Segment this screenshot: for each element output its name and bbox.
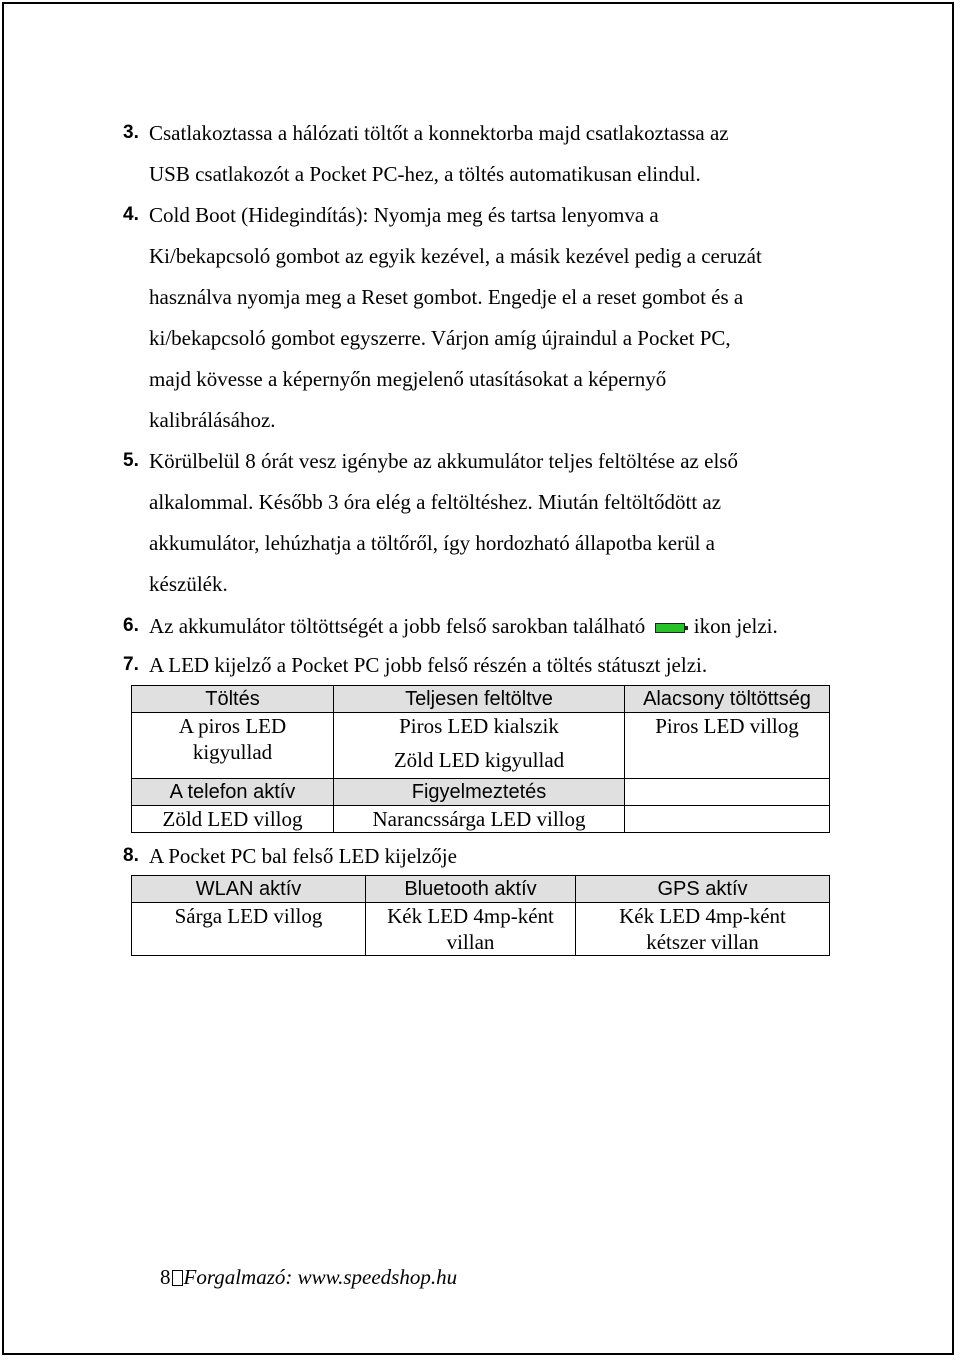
text-line: készülék.	[149, 572, 228, 596]
text-line: használva nyomja meg a Reset gombot. Engedje el a reset gombot és a	[149, 285, 744, 309]
table-header: WLAN aktív	[132, 876, 366, 903]
text-line: majd kövesse a képernyőn megjelenő utasításokat a képernyő	[149, 367, 667, 391]
footer-text: Forgalmazó: www.speedshop.hu	[183, 1265, 458, 1289]
table-cell: A piros LED kigyullad	[132, 713, 334, 779]
text-line: alkalommal. Később 3 óra elég a feltöltéshez. Miután feltöltődött az	[149, 490, 722, 514]
table-header: Figyelmeztetés	[334, 779, 625, 806]
item-number: 6.	[123, 615, 139, 636]
text-line: A Pocket PC bal felső LED kijelzője	[149, 844, 457, 868]
item-number: 5.	[123, 450, 139, 471]
table-header: Alacsony töltöttség	[625, 686, 830, 713]
page-footer	[160, 1265, 457, 1289]
text-line: USB csatlakozót a Pocket PC-hez, a töltés automatikusan elindul.	[149, 162, 701, 186]
led-status-table	[131, 685, 830, 833]
table-cell: Sárga LED villog	[132, 903, 366, 956]
text-after-icon: ikon jelzi.	[693, 614, 778, 638]
text-line: Csatlakoztassa a hálózati töltőt a konnektorba majd csatlakoztassa az	[149, 121, 729, 145]
text-line: ki/bekapcsoló gombot egyszerre. Várjon amíg újraindul a Pocket PC,	[149, 326, 731, 350]
separator-glyph	[172, 1270, 183, 1286]
table-cell-empty	[625, 806, 830, 833]
item-number: 7.	[123, 654, 139, 675]
table-cell: Zöld LED villog	[132, 806, 334, 833]
table-cell: Kék LED 4mp-ként kétszer villan	[576, 903, 830, 956]
text-line: Körülbelül 8 órát vesz igénybe az akkumulátor teljes feltöltése az első	[149, 449, 738, 473]
cell-line: Zöld LED kigyullad	[393, 748, 565, 772]
table-cell	[334, 713, 625, 779]
table-header: Bluetooth aktív	[366, 876, 576, 903]
table-cell: Kék LED 4mp-ként villan	[366, 903, 576, 956]
cell-line: Piros LED kialszik	[399, 714, 559, 738]
table-cell-empty	[625, 779, 830, 806]
text-line: Ki/bekapcsoló gombot az egyik kezével, a másik kezével pedig a ceruzát	[149, 244, 762, 268]
table-header: Teljesen feltöltve	[334, 686, 625, 713]
text-line	[149, 614, 778, 638]
item-number: 8.	[123, 845, 139, 866]
text-line: kalibrálásához.	[149, 408, 276, 432]
table-header: Töltés	[132, 686, 334, 713]
table-cell: Piros LED villog	[625, 713, 830, 779]
page-number: 8	[160, 1265, 171, 1289]
text-line: A LED kijelző a Pocket PC jobb felső részén a töltés státuszt jelzi.	[149, 653, 708, 677]
table-header: GPS aktív	[576, 876, 830, 903]
item-number: 3.	[123, 122, 139, 143]
item-number: 4.	[123, 204, 139, 225]
table-header: A telefon aktív	[132, 779, 334, 806]
battery-icon	[655, 623, 685, 633]
left-led-table	[131, 875, 830, 956]
text-before-icon: Az akkumulátor töltöttségét a jobb felső sarokban található	[149, 614, 646, 638]
table-cell: Narancssárga LED villog	[334, 806, 625, 833]
text-line: akkumulátor, lehúzhatja a töltőről, így hordozható állapotba kerül a	[149, 531, 715, 555]
text-line: Cold Boot (Hidegindítás): Nyomja meg és tartsa lenyomva a	[149, 203, 659, 227]
